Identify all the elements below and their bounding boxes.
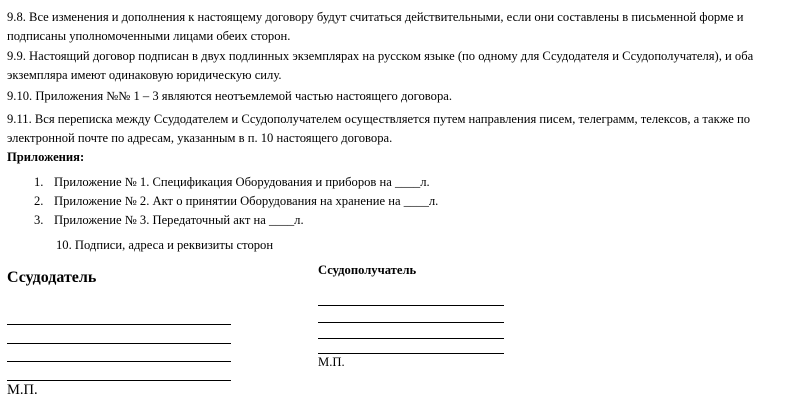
list-item-text: Приложение № 3. Передаточный акт на ____л. <box>54 213 304 227</box>
list-item <box>34 192 438 211</box>
appendices-title: Приложения: <box>7 150 85 164</box>
borrower-signature-line <box>318 305 504 306</box>
lender-signature-line <box>7 380 231 381</box>
list-item-number: 2. <box>34 194 44 208</box>
list-item <box>34 211 438 230</box>
borrower-title: Ссудополучатель <box>318 263 417 277</box>
clause-9-11: 9.11. Вся переписка между Ссудодателем и Ссудополучателем осуществляется путем направления писем, телеграмм, телексов, а также по электронной почте по адресам, указанным в п. 10 настоящего договора. <box>7 112 751 145</box>
borrower-signature-line <box>318 338 504 339</box>
lender-title: Ссудодатель <box>7 269 97 286</box>
lender-signature-line <box>7 361 231 362</box>
list-item-text: Приложение № 1. Спецификация Оборудования и приборов на ____л. <box>54 175 430 189</box>
list-item <box>34 173 438 192</box>
section-10-heading: 10. Подписи, адреса и реквизиты сторон <box>56 238 274 252</box>
borrower-signature-line <box>318 322 504 323</box>
list-item-text: Приложение № 2. Акт о принятии Оборудования на хранение на ____л. <box>54 194 439 208</box>
clause-9-8: 9.8. Все изменения и дополнения к настоящему договору будут считаться действительными, если они составлены в письменной форме и подписаны уполномоченными лицами обеих сторон. <box>7 10 744 43</box>
lender-seal-label: М.П. <box>7 382 38 398</box>
borrower-seal-label: М.П. <box>318 355 345 369</box>
list-item-number: 3. <box>34 213 44 227</box>
clause-9-10: 9.10. Приложения №№ 1 – 3 являются неотъемлемой частью настоящего договора. <box>7 89 452 103</box>
lender-signature-line <box>7 343 231 344</box>
appendices-list <box>34 173 438 230</box>
borrower-signature-line <box>318 353 504 354</box>
list-item-number: 1. <box>34 175 44 189</box>
clause-9-9: 9.9. Настоящий договор подписан в двух подлинных экземплярах на русском языке (по одному для Ссудодателя и Ссудополучателя), и оба экземпляра имеют одинаковую юридическую силу. <box>7 49 754 82</box>
lender-signature-line <box>7 324 231 325</box>
